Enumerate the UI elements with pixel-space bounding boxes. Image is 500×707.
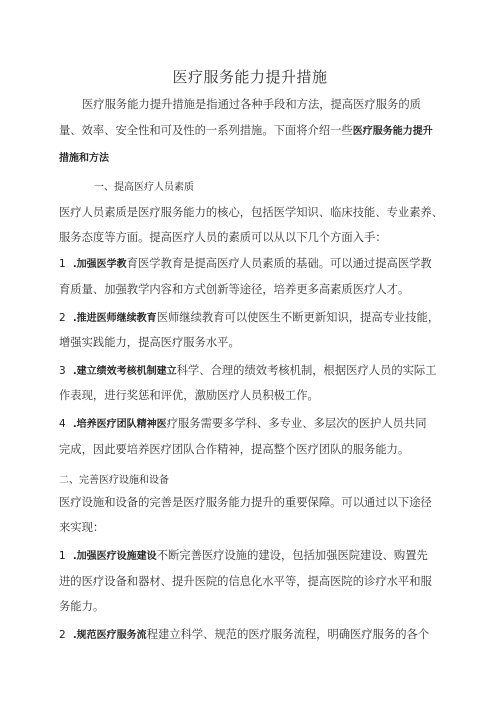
intro-text-a: 医疗服务能力提升措施是指通过各种手段和方法，提高医疗服务的质 <box>82 98 421 111</box>
section-1-heading-text: 一、提高医疗人员素质 <box>94 182 194 193</box>
s1-item-2-bold: .推进医师继续教育 <box>72 313 157 324</box>
s1-para-text-a: 医疗人员素质是医疗服务能力的核心，包括医学知识、临床技能、专业素养、 <box>59 206 444 219</box>
s1-item-2-number: 2 <box>59 312 66 324</box>
s2-item-2-bold: .规范医疗服务流 <box>72 630 147 641</box>
s1-item-3-line-2 <box>59 387 451 403</box>
s1-item-1-text-a: 育医学教育是提高医疗人员素质的基础。可以通过提高医学教 <box>126 257 432 270</box>
s2-item-1-bold: .加强医疗设施建设 <box>72 551 157 562</box>
intro-line-2 <box>59 122 451 138</box>
s1-item-4-line-1 <box>59 415 451 431</box>
s1-item-1-line-2 <box>59 281 451 297</box>
s1-item-4-number: 4 <box>59 418 66 430</box>
s1-item-2-text-a: 医师继续教育可以使医生不断更新知识，提高专业技能， <box>156 311 440 324</box>
s1-item-4-text-b: 完成，因此要培养医疗团队合作精神，提高整个医疗团队的服务能力。 <box>59 443 410 456</box>
s2-para-line-1 <box>59 494 451 510</box>
s1-item-3-line-1 <box>59 362 451 378</box>
s1-para-line-2 <box>59 229 451 245</box>
s2-item-1-text-a: 不断完善医疗设施的建设，包括加强医院建设、购置先 <box>156 549 428 562</box>
s2-item-1-text-b: 进的医疗设备和器材、提升医院的信息化水平等，提高医院的诊疗水平和服 <box>59 575 432 588</box>
s2-item-2-text-a: 程建立科学、规范的医疗服务流程，明确医疗服务的各个 <box>146 628 430 641</box>
s1-item-3-bold: .建立绩效考核机制建立 <box>72 366 177 377</box>
s1-item-3-number: 3 <box>59 365 66 377</box>
s1-para-text-b: 服务态度等方面。提高医疗人员的素质可以从以下几个方面入手： <box>59 231 387 244</box>
s1-item-1-number: 1 <box>59 258 66 270</box>
s1-item-3-text-b: 作表现，进行奖惩和评优，激励医疗人员积极工作。 <box>59 389 319 402</box>
intro-line-1 <box>82 96 452 112</box>
s1-item-1-bold: .加强医学教 <box>72 259 127 270</box>
s1-item-1-text-b: 育质量、加强教学内容和方式创新等途径，培养更多高素质医疗人才。 <box>59 283 410 296</box>
s1-item-2-line-1 <box>59 309 451 325</box>
s2-item-2-line-1 <box>59 626 451 642</box>
intro-bold-c: 措施和方法 <box>59 153 109 164</box>
s1-item-1-line-1 <box>59 255 451 271</box>
document-title: 医疗服务能力提升措施 <box>172 68 328 86</box>
s2-item-1-number: 1 <box>59 550 66 562</box>
s2-item-2-number: 2 <box>59 629 66 641</box>
s1-item-4-bold: .培养医疗团队精神医 <box>72 419 167 430</box>
section-2-heading <box>59 471 451 486</box>
s2-item-1-text-c: 务能力。 <box>59 600 105 613</box>
s1-item-2-text-b: 增强实践能力，提高医疗服务水平。 <box>59 336 240 349</box>
s1-item-3-text-a: 科学、合理的绩效考核机制，根据医疗人员的实际工 <box>176 364 437 377</box>
s2-item-1-line-3 <box>59 598 451 614</box>
s2-para-line-2 <box>59 519 451 535</box>
s2-para-text-a: 医疗设施和设备的完善是医疗服务能力提升的重要保障。可以通过以下途径 <box>59 496 432 509</box>
s1-item-4-line-2 <box>59 441 451 457</box>
intro-bold-b: 医疗服务能力提升 <box>352 126 433 137</box>
intro-text-b: 量、效率、安全性和可及性的一系列措施。下面将介绍一些 <box>59 124 353 137</box>
s1-para-line-1 <box>59 204 451 220</box>
section-1-heading <box>94 178 486 193</box>
s1-item-2-line-2 <box>59 334 451 350</box>
s2-item-1-line-1 <box>59 547 451 563</box>
s2-item-1-line-2 <box>59 573 451 589</box>
s2-para-text-b: 来实现： <box>59 521 105 534</box>
section-2-heading-text: 二、完善医疗设施和设备 <box>59 475 169 486</box>
intro-line-3 <box>59 149 451 164</box>
s1-item-4-text-a: 疗服务需要多学科、多专业、多层次的医护人员共同 <box>166 417 427 430</box>
